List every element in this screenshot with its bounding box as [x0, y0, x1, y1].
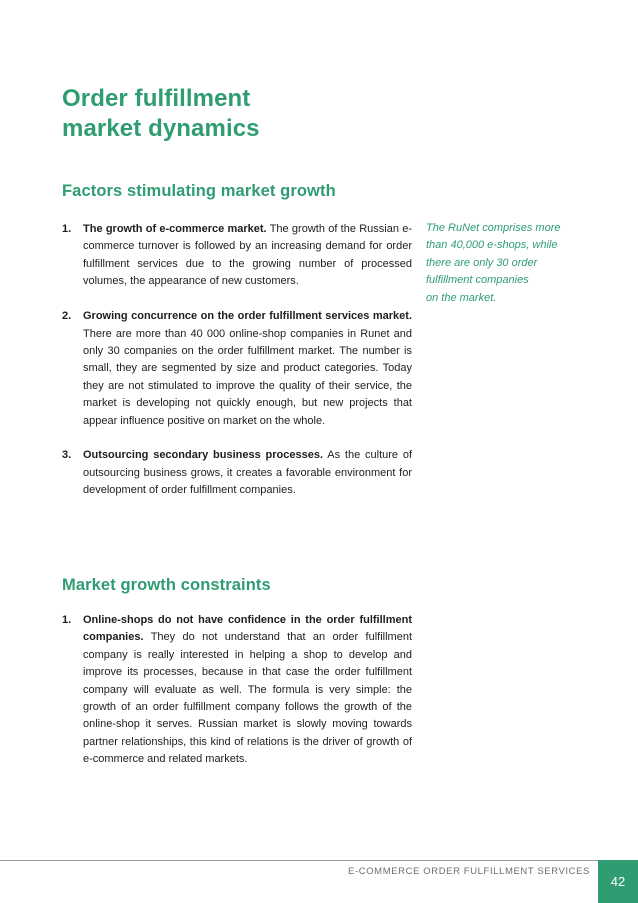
constraint-item-1-lead: Online-shops do not have confidence in the order fulfillment companies. [83, 614, 412, 644]
factor-item-3 [62, 447, 412, 499]
factor-item-3-number: 3. [62, 449, 72, 462]
sidenote-line-3: there are only 30 order [426, 256, 538, 269]
factor-item-1-text: The growth of the Russian e-commerce turnover is followed by an increasing demand for order fulfillment services due to the growing number of processed volumes, the appearance of new customers. [83, 223, 412, 288]
factor-item-1-lead: The growth of e-commerce market. [83, 223, 267, 235]
factor-item-2 [62, 308, 412, 430]
sidenote-line-1: The RuNet comprises more [426, 222, 561, 234]
page-title-line-1: Order fulfillment [62, 85, 251, 112]
factor-item-3-lead: Outsourcing secondary business processes. [83, 449, 324, 462]
factor-item-2-text: There are more than 40 000 online-shop companies in Runet and only 30 companies on the order fulfillment market. The number is small, they are segmented by size and product categories. Today they are not stimulated to improve the quality of their service, the market is developing not quickly enough, but new projects that appear influence positive on market on the whole. [83, 327, 412, 427]
factors-heading: Factors stimulating market growth [62, 182, 336, 200]
factors-list [62, 221, 412, 500]
page-title-line-2: market dynamics [62, 115, 260, 142]
factor-item-1 [62, 221, 412, 291]
factor-item-2-number: 2. [62, 310, 72, 323]
constraint-item-1-text: They do not understand that an order fulfillment company is really interested in helping a shop to develop and improve its processes, because in that case the order fulfillment company will evaluate as well. The formula is very simple: the growth of an order fulfillment company follows the growth of the online-shop it serves. Russian market is slowly moving towards partner relationships, this kind of relations is the driver of growth of e-commerce and related markets. [83, 631, 413, 766]
sidenote-line-4: fulfillment companies [426, 274, 529, 287]
sidenote-line-5: on the market. [426, 291, 497, 304]
constraints-list [62, 612, 412, 769]
page-number-badge: 42 [598, 860, 638, 903]
sidenote-line-2: than 40,000 e-shops, while [426, 239, 558, 252]
constraint-item-1-number: 1. [62, 614, 72, 626]
factor-item-2-lead: Growing concurrence on the order fulfillment services market. [83, 310, 412, 323]
factor-item-3-text: As the culture of outsourcing business grows, it creates a favorable environment for development of order fulfillment companies. [83, 449, 413, 497]
factor-item-1-number: 1. [62, 223, 72, 235]
constraint-item-1 [62, 612, 412, 769]
constraints-heading: Market growth constraints [62, 576, 271, 594]
page-title [62, 84, 442, 144]
sidenote [426, 220, 586, 307]
footer-divider [0, 860, 598, 861]
footer-label: E-COMMERCE ORDER FULFILLMENT SERVICES [348, 866, 590, 877]
